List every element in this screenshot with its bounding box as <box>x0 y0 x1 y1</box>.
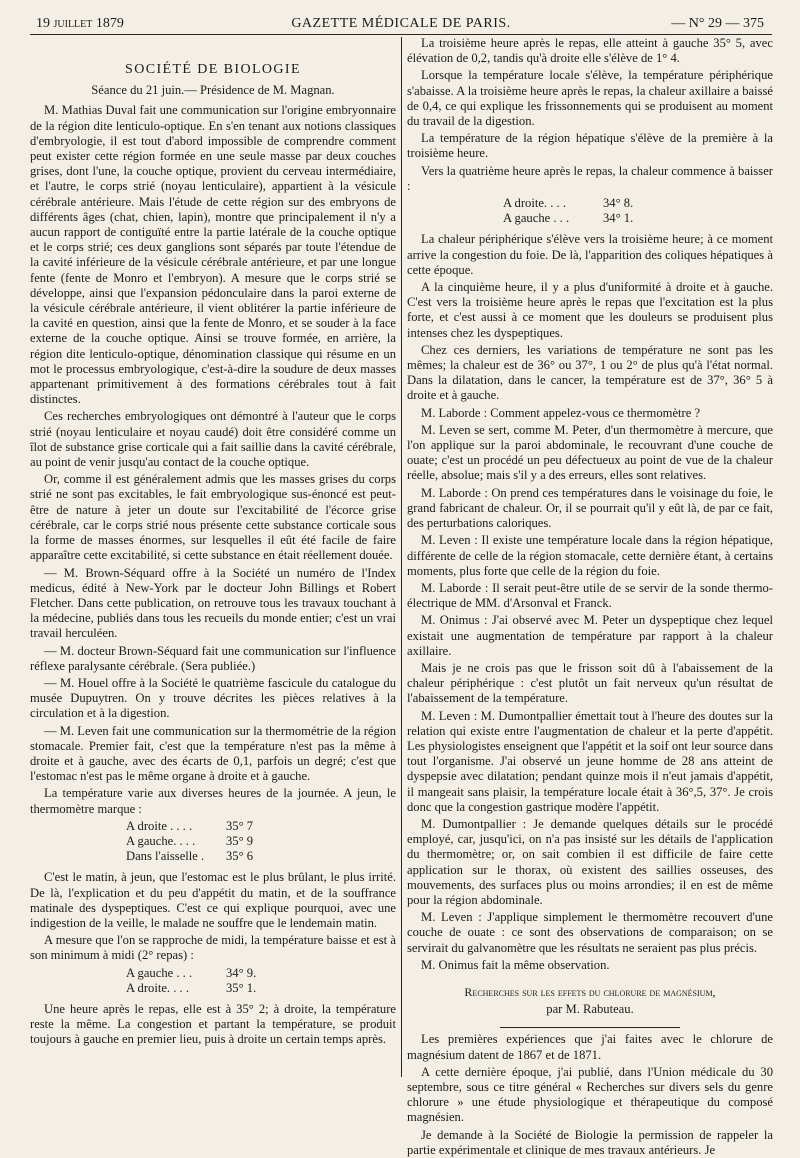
paragraph-duval: M. Mathias Duval fait une communication sur l'origine embryonnaire de la région dite lenticulo-optique. En s'en tenant aux notions classiques d'embryologie, il est tout d'abord impossible de comprendre comment peut exister cette région formée en une seule masse par deux couches grises, dont l'une, la couche optique, provient du cerveau intermédiaire, et l'autre, le corps strié (noyau lenticulaire), appartient à la vésicule cérébrale antérieure. Mais l'étude de cette région sur des embryons de différents âges (chat, chien, lapin), montre que principalement il n'y a aucun rapport de contiguïté entre la partie latérale de la couche optique et le corps strié; ces deux ganglions sont séparés par toute l'étendue de la cavité inférieure de la vésicule cérébrale antérieure, et par une longue fente (fente de Monro et l'embryon). A mesure que le corps strié se développe, ainsi que l'expansion pédonculaire dans la paroi externe de la vésicule cérébrale antérieure, il vient oblitérer la partie inférieure de la cavité en question, ainsi que la fente de Monro, et se souder à la face externe de la couche optique. Ainsi se trouve formée, en arrière, la région dite lenticulo-optique, dénomination classique qui résume en un mot le processus embryologique, c'est-à-dire la soudure de deux masses appartenant primitivement à des formations cérébrales tout à fait distinctes. <box>30 103 396 407</box>
paragraph-laborde-3: M. Laborde : Il serait peut-être utile de se servir de la sonde thermo-électrique de MM. d'Arsonval et Franck. <box>407 580 773 611</box>
paragraph-leven-hepatic: M. Leven : Il existe une température locale dans la région hépatique, différente de celle de la région stomacale, cette dernière étant, à certains moments, plus forte que celle de la région du foie. <box>407 533 773 578</box>
paragraph-peripheral: La chaleur périphérique s'élève vers la troisième heure; à ce moment arrive la congestion du foie. De là, l'apparition des coliques hépatiques à cette époque. <box>407 232 773 277</box>
paragraph-index-medicus: — M. Brown-Séquard offre à la Société un numéro de l'Index medicus, édité à New-York par le docteur John Billings et Robert Fletcher. Dans cette publication, on retrouve tous les travaux touchant à la médecine, publiés dans tous les recueils du monde entier; c'est un vrai travail herculéen. <box>30 565 396 641</box>
paragraph-dumontpallier: M. Dumontpallier : Je demande quelques détails sur le procédé employé, car, jusqu'ici, on n'a pas insisté sur les détails de l'application du thermomètre; or, on sait combien il est difficile de faire cette application sur le thorax, où existent des saillies osseuses, des mouvements, des surfaces plus ou moins arrondies; il en est de même pour la région abdominale. <box>407 816 773 907</box>
table-row: Dans l'aisselle . 35° 6 <box>126 849 254 864</box>
paragraph-excitability: Or, comme il est généralement admis que les masses grises du corps strié ne sont pas excitables, le fait embryologique sus-énoncé est peut-être de nature à jeter un doute sur l'excitabilité de l'écorce grise cérébrale, car le corps strié nous présente cette substance corticale sous la forme de masses énormes, sur lesquelles il eût été facile de faire apparaître cette excitabilité, si cette substance en était réellement douée. <box>30 472 396 563</box>
header-title: GAZETTE MÉDICALE DE PARIS. <box>291 16 511 31</box>
column-divider <box>401 37 402 1077</box>
header-date: 19 juillet 1879 <box>36 16 124 31</box>
table-row: A droite . . . . 35° 7 <box>126 818 254 833</box>
paragraph-leven: — M. Leven fait une communication sur la thermométrie de la région stomacale. Premier fait, c'est que la température n'est pas la même à droite et à gauche, avec des écarts de 0,1, parfois un degré; c'est que l'estomac n'est pas le même organe à droite et à gauche. <box>30 723 396 784</box>
paragraph-fifth-hour: A la cinquième heure, il y a plus d'uniformité à droite et à gauche. C'est vers la troisième heure après le repas que l'excitation est la plus forte, et c'est aussi à ce moment que les douleurs se produisent plus intenses chez les dyspeptiques. <box>407 280 773 340</box>
paragraph-leven-thermometer: M. Leven se sert, comme M. Peter, d'un thermomètre à mercure, que l'on applique sur la paroi abdominale, le recouvrant d'une couche de ouate; c'est un procédé un peu défectueux au point de vue de la chaleur réelle, absolue; mais s'il y a des erreurs, elles sont relatives. <box>407 422 773 483</box>
right-column <box>407 36 773 1157</box>
paragraph-permission: Je demande à la Société de Biologie la permission de rappeler la partie expérimentale et clinique de mes travaux antérieurs. Je <box>407 1127 773 1157</box>
paragraph-union-medicale: A cette dernière époque, j'ai publié, dans l'Union médicale du 30 septembre, sous ce titre général « Recherches sur divers sels du genre chlorure » une étude physiologique et thérapeutique du composé magnésien. <box>407 1064 773 1125</box>
paragraph-onimus-2: M. Onimus fait la même observation. <box>421 957 610 972</box>
paragraph-brown-sequard: — M. docteur Brown-Séquard fait une communication sur l'influence réflexe paralysante cérébrale. (Sera publiée.) <box>30 643 396 673</box>
temperature-table-noon <box>126 966 396 996</box>
article-title: Recherches sur les effets du chlorure de magnésium, <box>464 984 716 999</box>
paragraph-laborde-2: M. Laborde : On prend ces températures dans le voisinage du foie, le grand fabricant de chaleur. Or, il se pourrait qu'il y eût là, de par ce fait, des perturbations caloriques. <box>407 485 773 531</box>
paragraph-morning: C'est le matin, à jeun, que l'estomac est le plus brûlant, le plus irrité. De là, l'explication et du peu d'appétit du matin, et de la souffrance matinale des dyspeptiques. C'est ce qui explique pourquoi, avec une indigestion de la veille, le malade ne souffre que le lendemain matin. <box>30 870 396 930</box>
paragraph-leven-appetite: M. Leven : M. Dumontpallier émettait tout à l'heure des doutes sur la relation qui existe entre l'augmentation de chaleur et la perte d'appétit. Les physiologistes enseignent que l'appétit et la soif ont leur source dans tout l'organisme. J'ai observé un jeune homme de 28 ans atteint de dyspepsie avec dilatation; pendant quinze mois il n'eut jamais d'appétit, il mangeait sans plaisir, la température locale était à 36°,5, 37°. Je crois donc que la congestion gastrique modère l'appétit. <box>407 708 773 814</box>
paragraph-onimus: M. Onimus : J'ai observé avec M. Peter un dyspeptique chez lequel existait une augmentation de température par rapport à la chaleur axillaire. <box>407 613 773 658</box>
paragraph-after-meal: Une heure après le repas, elle est à 35° 2; à droite, la température reste la même. La congestion et partant la température, se produit toujours à gauche en premier lieu, puis à droite un certain temps après. <box>30 1001 396 1047</box>
paragraph-local-temperature: Lorsque la température locale s'élève, la température périphérique s'abaisse. A la troisième heure après le repas, la chaleur axillaire a baissé de 0,4, ce qui explique les frissonnements qui se produisent au moment du travail de la digestion. <box>407 68 773 129</box>
paragraph-frisson: Mais je ne crois pas que le frisson soit dû à l'abaissement de la chaleur périphérique : c'est plutôt un fait nerveux qu'un résultat de l'abaissement de la température. <box>407 660 773 706</box>
section-title: SOCIÉTÉ DE BIOLOGIE <box>125 62 301 77</box>
paragraph-leven-ouate: M. Leven : J'applique simplement le thermomètre recouvert d'une couche de ouate : ce sont des observations de comparaison; on se servirait du galvanomètre que les résultats ne seraient pas plus précis. <box>407 910 773 955</box>
article-author: par M. Rabuteau. <box>546 1002 634 1017</box>
table-row: A droite. . . . 34° 8. <box>503 196 634 211</box>
paragraph-laborde-1: M. Laborde : Comment appelez-vous ce thermomètre ? <box>421 405 701 420</box>
table-row: A gauche. . . . 35° 9 <box>126 833 254 848</box>
paragraph-fourth-hour: Vers la quatrième heure après le repas, la chaleur commence à baisser : <box>407 163 773 193</box>
table-row: A droite. . . . 35° 1. <box>126 980 257 995</box>
session-line: Séance du 21 juin.— Présidence de M. Magnan. <box>91 83 335 98</box>
paragraph-third-hour: La troisième heure après le repas, elle atteint à gauche 35° 5, avec élévation de 0,2, tandis qu'à droite elle s'élève de 1° 4. <box>407 36 773 66</box>
divider <box>500 1027 680 1028</box>
paragraph-dyspeptics: Chez ces derniers, les variations de température ne sont pas les mêmes; la chaleur est de 36° ou 37°, 1 ou 2° de plus qu'à l'état normal. Dans la dilatation, dans le cancer, la température est de 37°, 36° 5 à droite et à gauche. <box>407 342 773 403</box>
paragraph-noon: A mesure que l'on se rapproche de midi, la température baisse et est à son minimum à midi (2° repas) : <box>30 933 396 963</box>
paragraph-first-experiments: Les premières expériences que j'ai faites avec le chlorure de magnésium datent de 1867 et de 1871. <box>407 1032 773 1062</box>
page-header <box>30 10 772 35</box>
left-column <box>30 36 396 1076</box>
paragraph-temperature: La température varie aux diverses heures de la journée. A jeun, le thermomètre marque : <box>30 786 396 816</box>
table-row: A gauche . . . 34° 1. <box>503 211 634 226</box>
paragraph-embryology: Ces recherches embryologiques ont démontré à l'auteur que le corps strié (noyau lenticulaire et noyau caudé) doit être considéré comme un îlot de substance grise corticale qui a fait saillie dans la cavité cérébrale, au point de venir jusqu'au contact de la couche optique. <box>30 409 396 470</box>
paragraph-houel: — M. Houel offre à la Société le quatrième fascicule du catalogue du musée Dupuytren. On y trouve décrites les pièces relatives à la circulation et à la digestion. <box>30 675 396 721</box>
temperature-table-fasting <box>126 819 396 865</box>
paragraph-hepatic: La température de la région hépatique s'élève de la première à la troisième heure. <box>407 131 773 161</box>
table-row: A gauche . . . 34° 9. <box>126 965 257 980</box>
header-page-number: — N° 29 — 375 <box>671 16 764 31</box>
temperature-table-fourth-hour <box>503 196 773 226</box>
